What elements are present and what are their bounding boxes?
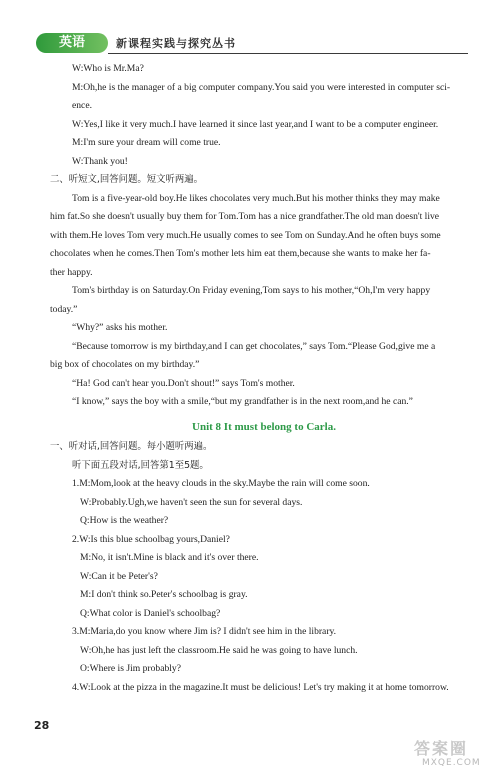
passage-line: big box of chocolates on my birthday.”: [50, 359, 200, 370]
dialogue-continuation: ence.: [72, 100, 92, 111]
question-line: W:Can it be Peter's?: [80, 570, 158, 582]
header-rule: [108, 53, 468, 54]
question-line: Q:How is the weather?: [80, 515, 169, 526]
passage-line: with them.He loves Tom very much.He usually comes to see Tom on Sunday.And he often buys some: [50, 229, 441, 241]
passage-line: him fat.So she doesn't usually buy them for Tom.Tom has a nice grandfather.The old man doesn't live: [50, 211, 440, 222]
question-item: 3.M:Maria,do you know where Jim is? I didn't see him in the library.: [72, 626, 337, 637]
dialogue-line: W:Who is Mr.Ma?: [72, 63, 144, 74]
passage-paragraph: “Ha! God can't hear you.Don't shout!” says Tom's mother.: [72, 377, 295, 389]
page-body: [50, 60, 478, 697]
unit-title: Unit 8 It must belong to Carla.: [192, 420, 336, 433]
question-line: M:No, it isn't.Mine is black and it's over there.: [80, 552, 259, 563]
section-heading: 二、听短文,回答问题。短文听两遍。: [50, 174, 203, 185]
watermark-logo: [408, 736, 490, 772]
passage-line: today.”: [50, 303, 78, 315]
question-line: W:Probably.Ugh,we haven't seen the sun for several days.: [80, 496, 303, 508]
section-heading: 一、听对话,回答问题。每小题听两遍。: [50, 441, 213, 452]
passage-line: chocolates when he comes.Then Tom's mother lets him eat them,because she wants to make her fa-: [50, 248, 431, 259]
question-item: 4.W:Look at the pizza in the magazine.It must be delicious! Let's try making it at home tomorrow.: [72, 681, 449, 693]
passage-paragraph: “I know,” says the boy with a smile,“but my grandfather is in the next room,and he can.”: [72, 396, 413, 407]
page-header: [36, 33, 468, 55]
series-title: 新课程实践与探究丛书: [116, 37, 236, 50]
question-line: Q:What color is Daniel's schoolbag?: [80, 607, 221, 619]
passage-line: ther happy.: [50, 266, 93, 278]
passage-paragraph: Tom's birthday is on Saturday.On Friday evening,Tom says to his mother,“Oh,I'm very happy: [72, 285, 431, 296]
question-item: 1.M:Mom,look at the heavy clouds in the sky.Maybe the rain will come soon.: [72, 478, 370, 489]
passage-paragraph: Tom is a five-year-old boy.He likes chocolates very much.But his mother thinks they may make: [72, 192, 440, 204]
question-line: O:Where is Jim probably?: [80, 663, 181, 674]
watermark-top: 答案圈: [414, 739, 469, 758]
dialogue-line: W:Yes,I like it very much.I have learned it since last year,and I want to be a computer engineer.: [72, 118, 439, 130]
passage-paragraph: “Because tomorrow is my birthday,and I can get chocolates,” says Tom.“Please God,give me a: [72, 340, 436, 352]
instruction-line: 听下面五段对话,回答第1至5题。: [72, 459, 209, 471]
page-number: 28: [34, 719, 50, 732]
question-line: M:I don't think so.Peter's schoolbag is gray.: [80, 589, 248, 600]
dialogue-line: M:I'm sure your dream will come true.: [72, 137, 221, 148]
passage-paragraph: “Why?” asks his mother.: [72, 322, 168, 333]
subject-label: 英语: [58, 35, 85, 50]
dialogue-line: M:Oh,he is the manager of a big computer company.You said you were interested in computer sci-: [72, 81, 451, 93]
question-item: 2.W:Is this blue schoolbag yours,Daniel?: [72, 533, 230, 545]
watermark-bottom: MXQE.COM: [422, 758, 481, 768]
question-line: W:Oh,he has just left the classroom.He said he was going to have lunch.: [80, 644, 358, 656]
dialogue-line: W:Thank you!: [72, 155, 128, 167]
